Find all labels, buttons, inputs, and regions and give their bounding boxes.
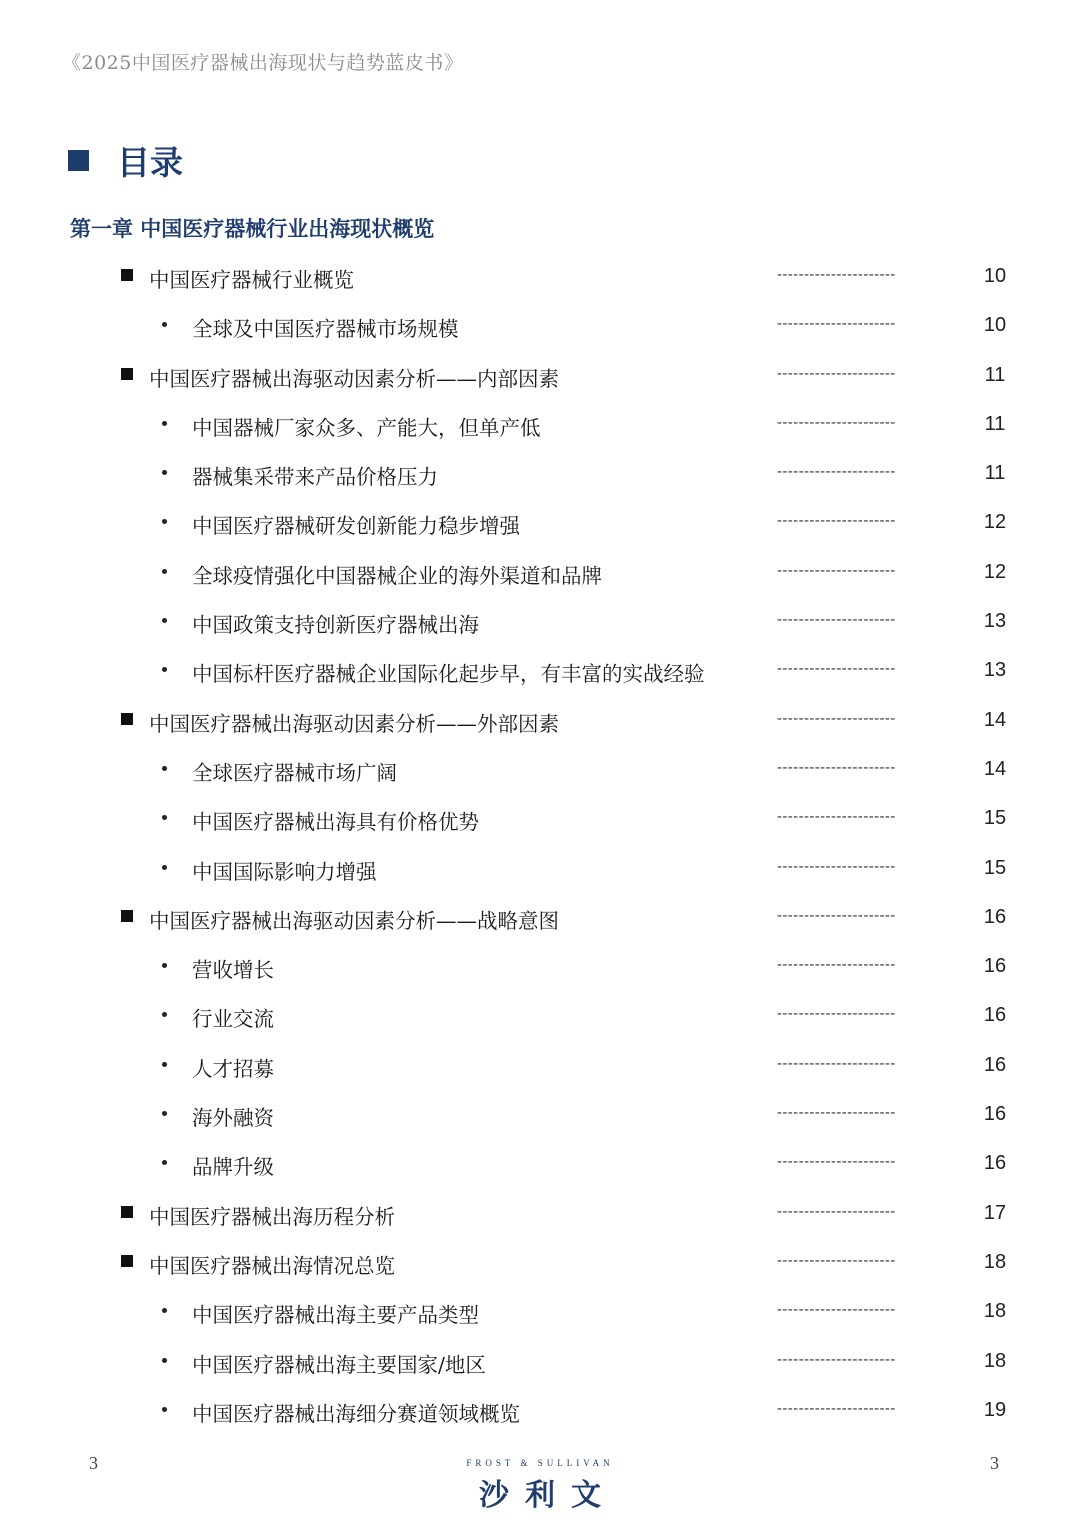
toc-leader-dashes: ---------------------- xyxy=(777,709,896,727)
toc-entry-label: 中国医疗器械出海具有价格优势 xyxy=(192,810,479,835)
toc-entry-label: 中国医疗器械行业概览 xyxy=(149,268,354,292)
page-number-left: 3 xyxy=(89,1453,98,1473)
toc-entry-label: 中国医疗器械出海历程分析 xyxy=(149,1204,395,1229)
heading-square-icon xyxy=(68,150,89,171)
toc-entry[interactable] xyxy=(0,746,1080,795)
toc-leader-dashes: ---------------------- xyxy=(777,1054,896,1072)
dot-bullet-icon xyxy=(162,1062,167,1067)
toc-entry-page: 16 xyxy=(983,955,1007,978)
toc-entry-label: 中国标杆医疗器械企业国际化起步早，有丰富的实战经验 xyxy=(192,662,705,687)
toc-entry[interactable] xyxy=(0,992,1080,1041)
toc-entry[interactable] xyxy=(0,401,1080,450)
toc-leader-dashes: ---------------------- xyxy=(777,1153,896,1171)
toc-entry-label: 营收增长 xyxy=(192,958,274,983)
toc-entry[interactable] xyxy=(0,1140,1080,1189)
toc-entry[interactable] xyxy=(0,352,1080,401)
dot-bullet-icon xyxy=(162,1160,167,1165)
toc-entry[interactable] xyxy=(0,598,1080,647)
toc-heading xyxy=(68,138,183,182)
toc-entry-page: 11 xyxy=(984,462,1006,485)
logo-english-text: FROST & SULLIVAN xyxy=(466,1458,614,1468)
toc-entry-label: 全球疫情强化中国器械企业的海外渠道和品牌 xyxy=(192,563,602,588)
toc-entry-page: 16 xyxy=(983,905,1007,928)
toc-entry-label: 人才招募 xyxy=(192,1056,274,1081)
square-bullet-icon xyxy=(121,1206,133,1218)
toc-entry[interactable] xyxy=(0,894,1080,943)
toc-leader-dashes: ---------------------- xyxy=(777,1350,896,1368)
toc-entry-label: 全球医疗器械市场广阔 xyxy=(192,760,397,785)
toc-entry-page: 11 xyxy=(984,363,1006,386)
dot-bullet-icon xyxy=(162,569,167,574)
toc-entry-page: 14 xyxy=(983,757,1007,780)
toc-entry-label: 中国医疗器械出海驱动因素分析——战略意图 xyxy=(149,908,559,933)
toc-leader-dashes: ---------------------- xyxy=(777,1399,896,1417)
toc-entry-page: 15 xyxy=(983,807,1007,830)
dot-bullet-icon xyxy=(162,667,167,672)
logo-chinese-text: 沙利文 xyxy=(479,1478,617,1513)
toc-entry-label: 中国医疗器械出海细分赛道领域概览 xyxy=(192,1401,520,1426)
toc-entry[interactable] xyxy=(0,1387,1080,1436)
toc-entry-page: 10 xyxy=(983,314,1007,337)
toc-entry-page: 16 xyxy=(983,1004,1007,1027)
toc-entry[interactable] xyxy=(0,1239,1080,1288)
dot-bullet-icon xyxy=(162,1111,167,1116)
toc-leader-dashes: ---------------------- xyxy=(777,758,896,776)
toc-entry-page: 16 xyxy=(983,1103,1007,1126)
dot-bullet-icon xyxy=(162,421,167,426)
toc-leader-dashes: ---------------------- xyxy=(777,512,896,530)
toc-entry-page: 13 xyxy=(983,659,1007,682)
toc-leader-dashes: ---------------------- xyxy=(777,463,896,481)
toc-entry-label: 中国医疗器械出海主要产品类型 xyxy=(192,1303,479,1328)
toc-leader-dashes: ---------------------- xyxy=(777,266,896,283)
toc-entry-label: 中国器械厂家众多、产能大，但单产低 xyxy=(192,415,541,440)
toc-leader-dashes: ---------------------- xyxy=(777,1251,896,1269)
toc-entry-page: 15 xyxy=(983,856,1007,879)
toc-entry-page: 10 xyxy=(983,265,1007,287)
toc-entry[interactable] xyxy=(0,1042,1080,1091)
chapter-title: 第一章 中国医疗器械行业出海现状概览 xyxy=(70,216,435,241)
toc-entry-label: 中国医疗器械出海主要国家/地区 xyxy=(192,1352,486,1377)
toc-entry[interactable] xyxy=(0,943,1080,992)
toc-leader-dashes: ---------------------- xyxy=(777,413,896,431)
toc-leader-dashes: ---------------------- xyxy=(777,1104,896,1122)
toc-entry[interactable] xyxy=(0,499,1080,548)
toc-list xyxy=(0,253,1080,1436)
dot-bullet-icon xyxy=(162,618,167,623)
toc-entry-label: 行业交流 xyxy=(192,1007,274,1032)
toc-entry-label: 全球及中国医疗器械市场规模 xyxy=(192,317,459,342)
dot-bullet-icon xyxy=(162,519,167,524)
toc-entry-page: 13 xyxy=(983,610,1007,633)
dot-bullet-icon xyxy=(162,1012,167,1017)
toc-entry[interactable] xyxy=(0,549,1080,598)
page-number-right: 3 xyxy=(990,1453,999,1473)
toc-entry-page: 18 xyxy=(983,1300,1007,1323)
toc-entry[interactable] xyxy=(0,450,1080,499)
toc-entry-label: 中国医疗器械研发创新能力稳步增强 xyxy=(192,514,520,539)
dot-bullet-icon xyxy=(162,322,167,327)
dot-bullet-icon xyxy=(162,1308,167,1313)
toc-entry-page: 16 xyxy=(983,1053,1007,1076)
toc-entry[interactable] xyxy=(0,1190,1080,1239)
toc-leader-dashes: ---------------------- xyxy=(777,1301,896,1319)
toc-leader-dashes: ---------------------- xyxy=(777,611,896,629)
toc-leader-dashes: ---------------------- xyxy=(777,956,896,974)
toc-leader-dashes: ---------------------- xyxy=(777,315,896,333)
square-bullet-icon xyxy=(121,368,133,380)
toc-entry[interactable] xyxy=(0,795,1080,844)
toc-entry-label: 海外融资 xyxy=(192,1106,274,1131)
toc-entry[interactable] xyxy=(0,647,1080,696)
square-bullet-icon xyxy=(121,910,133,922)
dot-bullet-icon xyxy=(162,470,167,475)
toc-entry-label: 中国医疗器械出海驱动因素分析——外部因素 xyxy=(149,711,559,736)
toc-entry-page: 11 xyxy=(984,412,1006,435)
toc-entry-label: 中国政策支持创新医疗器械出海 xyxy=(192,613,479,638)
toc-leader-dashes: ---------------------- xyxy=(777,906,896,924)
square-bullet-icon xyxy=(121,269,133,281)
toc-entry-page: 14 xyxy=(983,708,1007,731)
toc-entry-label: 中国医疗器械出海驱动因素分析——内部因素 xyxy=(149,366,559,391)
toc-entry-page: 19 xyxy=(983,1398,1007,1421)
toc-entry[interactable] xyxy=(0,1288,1080,1337)
toc-entry-page: 12 xyxy=(983,560,1007,583)
toc-leader-dashes: ---------------------- xyxy=(777,561,896,579)
dot-bullet-icon xyxy=(162,1358,167,1363)
toc-entry-page: 12 xyxy=(983,511,1007,534)
toc-leader-dashes: ---------------------- xyxy=(777,1005,896,1023)
toc-entry-label: 中国医疗器械出海情况总览 xyxy=(149,1253,395,1278)
toc-leader-dashes: ---------------------- xyxy=(777,808,896,826)
toc-entry-page: 17 xyxy=(983,1201,1007,1224)
toc-entry-label: 器械集采带来产品价格压力 xyxy=(192,465,438,490)
dot-bullet-icon xyxy=(162,963,167,968)
toc-leader-dashes: ---------------------- xyxy=(777,364,896,382)
toc-heading-text: 目录 xyxy=(117,142,183,182)
toc-leader-dashes: ---------------------- xyxy=(777,1202,896,1220)
dot-bullet-icon xyxy=(162,815,167,820)
toc-entry[interactable] xyxy=(0,1338,1080,1387)
square-bullet-icon xyxy=(121,713,133,725)
toc-entry[interactable] xyxy=(0,302,1080,351)
running-header: 《2025中国医疗器械出海现状与趋势蓝皮书》 xyxy=(62,52,464,74)
square-bullet-icon xyxy=(121,1255,133,1267)
toc-entry-label: 中国国际影响力增强 xyxy=(192,859,377,884)
dot-bullet-icon xyxy=(162,766,167,771)
toc-entry-page: 18 xyxy=(983,1250,1007,1273)
toc-entry[interactable] xyxy=(0,697,1080,746)
frost-sullivan-logo xyxy=(440,1458,640,1514)
dot-bullet-icon xyxy=(162,865,167,870)
dot-bullet-icon xyxy=(162,1407,167,1412)
toc-entry-page: 16 xyxy=(983,1152,1007,1175)
toc-leader-dashes: ---------------------- xyxy=(777,857,896,875)
toc-leader-dashes: ---------------------- xyxy=(777,660,896,678)
toc-entry[interactable] xyxy=(0,845,1080,894)
toc-entry[interactable] xyxy=(0,253,1080,302)
toc-entry[interactable] xyxy=(0,1091,1080,1140)
toc-entry-page: 18 xyxy=(983,1349,1007,1372)
toc-entry-label: 品牌升级 xyxy=(192,1155,274,1180)
